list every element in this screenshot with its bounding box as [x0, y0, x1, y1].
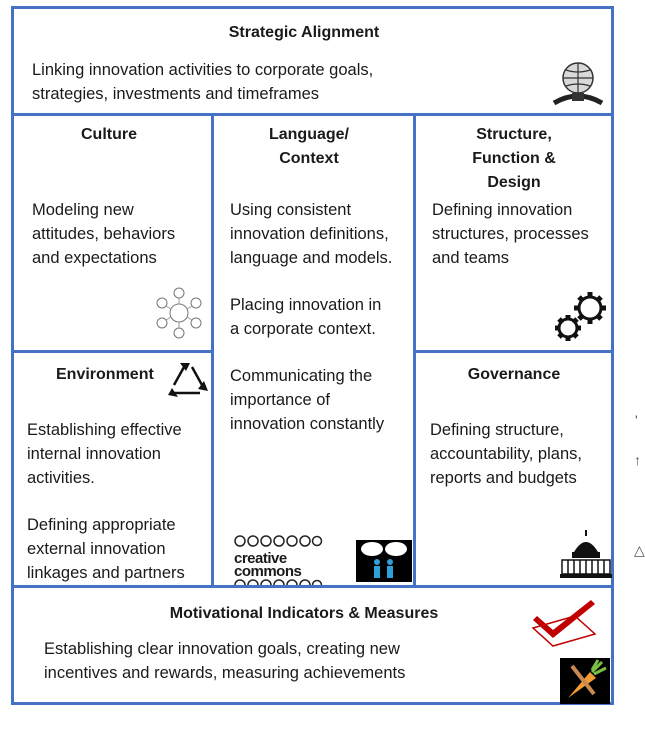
creative-commons-logo: creative commons — [234, 534, 324, 596]
motivational-title: Motivational Indicators & Measures — [169, 605, 439, 622]
structure-body: Defining innovation structures, processes and teams — [432, 201, 589, 267]
culture-body: Modeling new attitudes, behaviors and expectations — [32, 201, 176, 267]
language-context-title: Language/ Context — [268, 126, 349, 167]
motivational-body: Establishing clear innovation goals, creating new incentives and rewards, measuring achievements — [44, 640, 406, 682]
motivational-box — [11, 585, 614, 705]
language-body-2: Placing innovation in a corporate context. — [230, 296, 382, 338]
environment-title: Environment — [56, 366, 154, 383]
governance-body: Defining structure, accountability, plans, reports and budgets — [430, 421, 582, 487]
carrot-icon — [560, 658, 610, 704]
strategic-alignment-box — [11, 6, 614, 116]
checkmark-icon — [529, 596, 601, 648]
cc-license-icons — [234, 535, 322, 547]
capitol-building-icon — [560, 528, 612, 580]
network-cycle-icon — [152, 286, 206, 340]
environment-box — [11, 350, 214, 588]
environment-body-2: Defining appropriate external innovation linkages and partners — [27, 516, 185, 582]
strategic-alignment-title: Strategic Alignment — [228, 24, 380, 41]
gears-icon — [552, 288, 612, 346]
governance-title: Governance — [467, 366, 561, 383]
stray-mark-3: △ — [634, 542, 645, 558]
environment-body-1: Establishing effective internal innovation activities. — [27, 421, 182, 487]
stray-mark-2: ↑ — [634, 452, 641, 468]
language-context-box — [211, 113, 416, 588]
culture-title: Culture — [81, 126, 137, 143]
language-body-1: Using consistent innovation definitions, language and models. — [230, 201, 393, 267]
strategic-alignment-body: Linking innovation activities to corporate goals, strategies, investments and timeframes — [32, 61, 374, 103]
structure-title: Structure, Function & Design — [472, 126, 556, 191]
governance-box — [413, 350, 614, 588]
stray-mark-1: ' — [635, 412, 638, 428]
recycle-icon — [166, 361, 210, 399]
globe-icon — [552, 59, 604, 109]
speech-bubbles-icon — [356, 540, 412, 582]
language-body-3: Communicating the importance of innovation constantly — [230, 367, 385, 433]
culture-box — [11, 113, 214, 353]
structure-box — [413, 113, 614, 353]
